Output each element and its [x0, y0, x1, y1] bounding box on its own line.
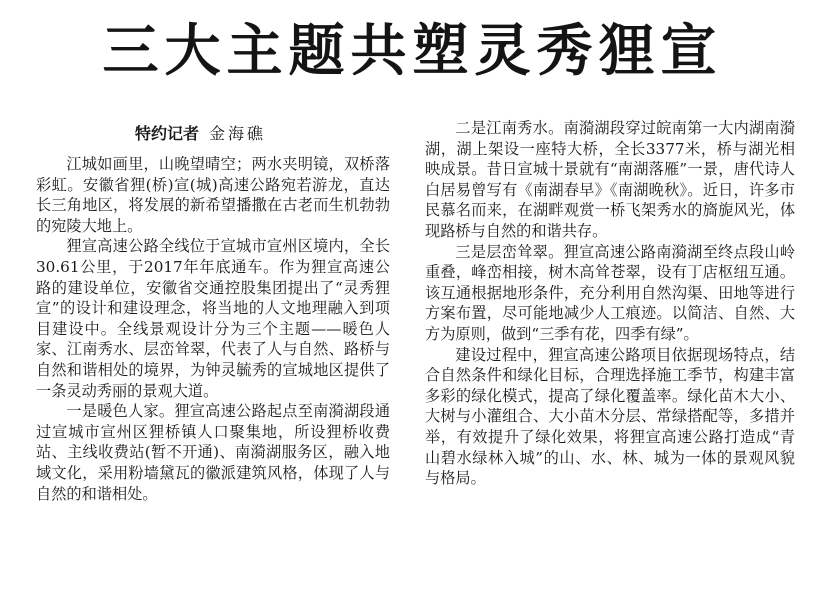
paragraph: 二是江南秀水。南漪湖段穿过皖南第一大内湖南漪湖，湖上架设一座特大桥，全长3377米，桥与湖光相映成景。昔日宣城十景就有“南湖落雁”一景，唐代诗人白居易曾写有《南湖春早》《南湖晚秋》。近日，许多市民慕名而来，在湖畔观赏一桥飞架秀水的旖旎风光，体现路桥与自然的和谐共存。: [425, 119, 795, 240]
byline: [135, 123, 266, 145]
left-column: [36, 154, 390, 504]
paragraph: 三是层峦耸翠。狸宣高速公路南漪湖至终点段山岭重叠，峰峦相接，树木高耸苍翠，设有丁店枢纽互通。该互通根据地形条件，充分利用自然沟渠、田地等进行方案布置，尽可能地减少人工痕迹。以简洁、自然、大方为原则，做到“三季有花，四季有绿”。: [425, 242, 795, 343]
paragraph: 一是暖色人家。狸宣高速公路起点至南漪湖段通过宣城市宣州区狸桥镇人口聚集地，所设狸桥收费站、主线收费站(暂不开通)、南漪湖服务区，融入地域文化，采用粉墙黛瓦的徽派建筑风格，体现了人与自然的和谐相处。: [36, 402, 390, 503]
paragraph: 建设过程中，狸宣高速公路项目依据现场特点，结合自然条件和绿化目标，合理选择施工季节，构建丰富多彩的绿化模式，提高了绿化覆盖率。绿化苗木大小、大树与小灌组合、大小苗木分层、常绿搭配等，多措并举，有效提升了绿化效果，将狸宣高速公路打造成“青山碧水绿林入城”的山、水、林、城为一体的景观风貌与格局。: [425, 345, 795, 488]
right-column: [425, 118, 795, 489]
byline-role: 特约记者: [135, 124, 200, 143]
headline: 三大主题共塑灵秀狸宣: [102, 19, 723, 84]
paragraph: 江城如画里，山晚望晴空；两水夹明镜，双桥落彩虹。安徽省狸(桥)宣(城)高速公路宛若游龙，直达长三角地区，将发展的新希望播撒在古老而生机勃勃的宛陵大地上。: [36, 155, 390, 235]
byline-author: 金海礁: [209, 124, 267, 143]
paragraph: 狸宣高速公路全线位于宣城市宣州区境内，全长30.61公里，于2017年年底通车。作为狸宣高速公路的建设单位，安徽省交通控股集团提出了“灵秀狸宣”的设计和建设理念，将当地的人文地理融入到项目建设中。全线景观设计分为三个主题——暖色人家、江南秀水、层峦耸翠，代表了人与自然、路桥与自然和谐相处的境界，为钟灵毓秀的宣城地区提供了一条灵动秀丽的景观大道。: [36, 237, 390, 400]
